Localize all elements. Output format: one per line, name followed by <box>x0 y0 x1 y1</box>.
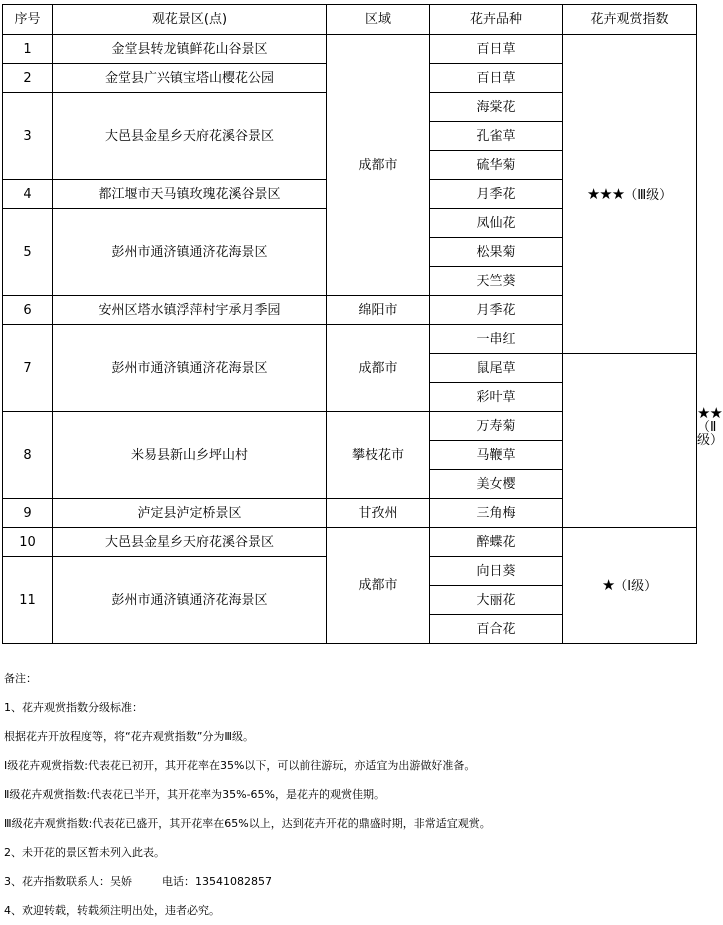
row-no: 11 <box>3 557 53 644</box>
rating-level1 <box>563 528 697 644</box>
flower-cell: 马鞭草 <box>430 441 563 470</box>
notes-title: 备注： <box>4 672 37 685</box>
row-spot: 都江堰市天马镇玫瑰花溪谷景区 <box>53 180 327 209</box>
table-row <box>3 528 697 557</box>
flower-cell: 一串红 <box>430 325 563 354</box>
header-no: 序号 <box>3 5 53 35</box>
flower-cell: 美女樱 <box>430 470 563 499</box>
table-row <box>3 499 697 528</box>
row-spot: 金堂县转龙镇鲜花山谷景区 <box>53 35 327 64</box>
region-cell: 成都市 <box>327 528 430 644</box>
notes-line-3: Ⅰ级花卉观赏指数:代表花已初开，其开花率在35%以下，可以前往游玩，亦适宜为出游做好准备。 <box>4 759 476 772</box>
star-icon: ★★★ <box>586 184 625 203</box>
contact-phone: 电话：13541082857 <box>162 875 272 888</box>
header-flower: 花卉品种 <box>430 5 563 35</box>
row-no: 1 <box>3 35 53 64</box>
flower-cell: 百日草 <box>430 64 563 93</box>
row-spot: 彭州市通济镇通济花海景区 <box>53 557 327 644</box>
row-no: 4 <box>3 180 53 209</box>
row-no: 9 <box>3 499 53 528</box>
region-cell: 成都市 <box>327 35 430 296</box>
row-spot: 彭州市通济镇通济花海景区 <box>53 209 327 296</box>
notes-line-6: 2、未开花的景区暂未列入此表。 <box>4 846 165 859</box>
rating-label: （Ⅰ级） <box>614 579 658 594</box>
flower-cell: 大丽花 <box>430 586 563 615</box>
rating-level3 <box>563 35 697 354</box>
notes-line-2: 根据花卉开放程度等，将“花卉观赏指数”分为Ⅲ级。 <box>4 730 254 743</box>
header-row <box>3 5 697 35</box>
row-no: 8 <box>3 412 53 499</box>
row-spot: 安州区塔水镇浮萍村宇承月季园 <box>53 296 327 325</box>
rating-label: （Ⅱ级） <box>697 419 723 448</box>
table-row <box>3 412 697 441</box>
row-no: 6 <box>3 296 53 325</box>
row-spot: 大邑县金星乡天府花溪谷景区 <box>53 528 327 557</box>
notes-line-7 <box>4 867 694 896</box>
rating-label: （Ⅲ级） <box>624 187 673 203</box>
flower-cell: 凤仙花 <box>430 209 563 238</box>
region-cell: 绵阳市 <box>327 296 430 325</box>
row-spot: 米易县新山乡坪山村 <box>53 412 327 499</box>
row-no: 10 <box>3 528 53 557</box>
flower-cell: 鼠尾草 <box>430 354 563 383</box>
region-cell: 甘孜州 <box>327 499 430 528</box>
region-cell: 成都市 <box>327 325 430 412</box>
contact-name: 3、花卉指数联系人：吴娇 <box>4 875 132 888</box>
flower-cell: 孔雀草 <box>430 122 563 151</box>
notes-line-8: 4、欢迎转载，转载须注明出处，违者必究。 <box>4 904 220 917</box>
row-no: 3 <box>3 93 53 180</box>
flower-cell: 海棠花 <box>430 93 563 122</box>
flower-cell: 百日草 <box>430 35 563 64</box>
row-spot: 泸定县泸定桥景区 <box>53 499 327 528</box>
row-no: 7 <box>3 325 53 412</box>
notes-section <box>4 664 694 925</box>
flower-cell: 彩叶草 <box>430 383 563 412</box>
flower-cell: 天竺葵 <box>430 267 563 296</box>
star-icon: ★ <box>601 576 615 594</box>
flower-cell: 醉蝶花 <box>430 528 563 557</box>
flower-cell: 松果菊 <box>430 238 563 267</box>
flower-cell: 百合花 <box>430 615 563 644</box>
row-no: 2 <box>3 64 53 93</box>
notes-line-4: Ⅱ级花卉观赏指数:代表花已半开，其开花率为35%-65%，是花卉的观赏佳期。 <box>4 788 385 801</box>
flower-cell: 月季花 <box>430 180 563 209</box>
row-spot: 金堂县广兴镇宝塔山樱花公园 <box>53 64 327 93</box>
header-index: 花卉观赏指数 <box>563 5 697 35</box>
table-row <box>3 35 697 64</box>
header-region: 区域 <box>327 5 430 35</box>
flower-cell: 三角梅 <box>430 499 563 528</box>
row-spot: 大邑县金星乡天府花溪谷景区 <box>53 93 327 180</box>
flower-viewing-table <box>2 4 723 644</box>
header-spot: 观花景区(点) <box>53 5 327 35</box>
notes-line-5: Ⅲ级花卉观赏指数:代表花已盛开，其开花率在65%以上，达到花卉开花的鼎盛时期，非常适宜观赏。 <box>4 817 491 830</box>
notes-line-1: 1、花卉观赏指数分级标准： <box>4 701 143 714</box>
region-cell: 攀枝花市 <box>327 412 430 499</box>
flower-cell: 向日葵 <box>430 557 563 586</box>
flower-cell: 万寿菊 <box>430 412 563 441</box>
flower-cell: 月季花 <box>430 296 563 325</box>
row-no: 5 <box>3 209 53 296</box>
row-spot: 彭州市通济镇通济花海景区 <box>53 325 327 412</box>
star-icon: ★★ <box>697 403 722 422</box>
flower-cell: 硫华菊 <box>430 151 563 180</box>
